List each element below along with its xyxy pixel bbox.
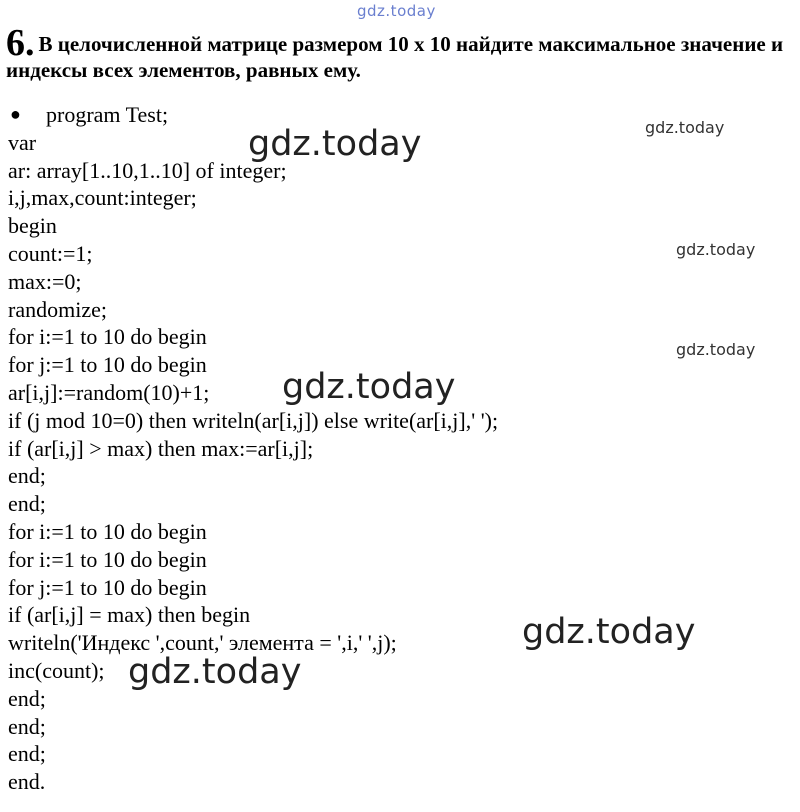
code-line: ar[i,j]:=random(10)+1; [8, 379, 210, 405]
code-line: for j:=1 to 10 do begin [8, 574, 207, 600]
code-line: randomize; [8, 296, 107, 322]
code-line: end; [8, 463, 46, 489]
top-watermark: gdz.today [357, 2, 436, 20]
code-line: count:=1; [8, 240, 93, 266]
code-line: if (ar[i,j] > max) then max:=ar[i,j]; [8, 435, 314, 461]
code-line: inc(count); [8, 657, 105, 683]
code-line: writeln('Индекс ',count,' элемента = ',i,' ',j); [8, 630, 397, 656]
task-title: В целочисленной матрице размером 10 х 10 найдите максимальное значение и индексы всех элементов, равных ему. [6, 32, 784, 82]
code-line-text: program Test; [46, 102, 169, 127]
code-line: begin [8, 213, 57, 239]
code-line: for i:=1 to 10 do begin [8, 546, 207, 572]
code-line: end; [8, 713, 46, 739]
code-line: end; [8, 491, 46, 517]
task-heading [6, 22, 796, 83]
code-line: i,j,max,count:integer; [8, 185, 197, 211]
watermark-small: gdz.today [676, 340, 756, 359]
task-number: 6. [6, 22, 35, 64]
code-line: max:=0; [8, 268, 82, 294]
watermark-large: gdz.today [282, 367, 456, 407]
watermark-small: gdz.today [676, 240, 756, 259]
code-line: for i:=1 to 10 do begin [8, 324, 207, 350]
code-line: for i:=1 to 10 do begin [8, 518, 207, 544]
watermark-large: gdz.today [128, 652, 302, 692]
watermark-small: gdz.today [645, 118, 725, 137]
watermark-large: gdz.today [522, 612, 696, 652]
code-line: var [8, 129, 37, 155]
code-line: end; [8, 685, 46, 711]
bullet-icon: ● [10, 104, 21, 124]
code-line: end. [8, 769, 46, 795]
code-line: ar: array[1..10,1..10] of integer; [8, 157, 287, 183]
watermark-large: gdz.today [248, 124, 422, 164]
code-line: if (j mod 10=0) then writeln(ar[i,j]) else write(ar[i,j],' '); [8, 407, 499, 433]
code-line: for j:=1 to 10 do begin [8, 352, 207, 378]
code-line: end; [8, 741, 46, 767]
code-listing [8, 101, 788, 796]
code-line: if (ar[i,j] = max) then begin [8, 602, 251, 628]
